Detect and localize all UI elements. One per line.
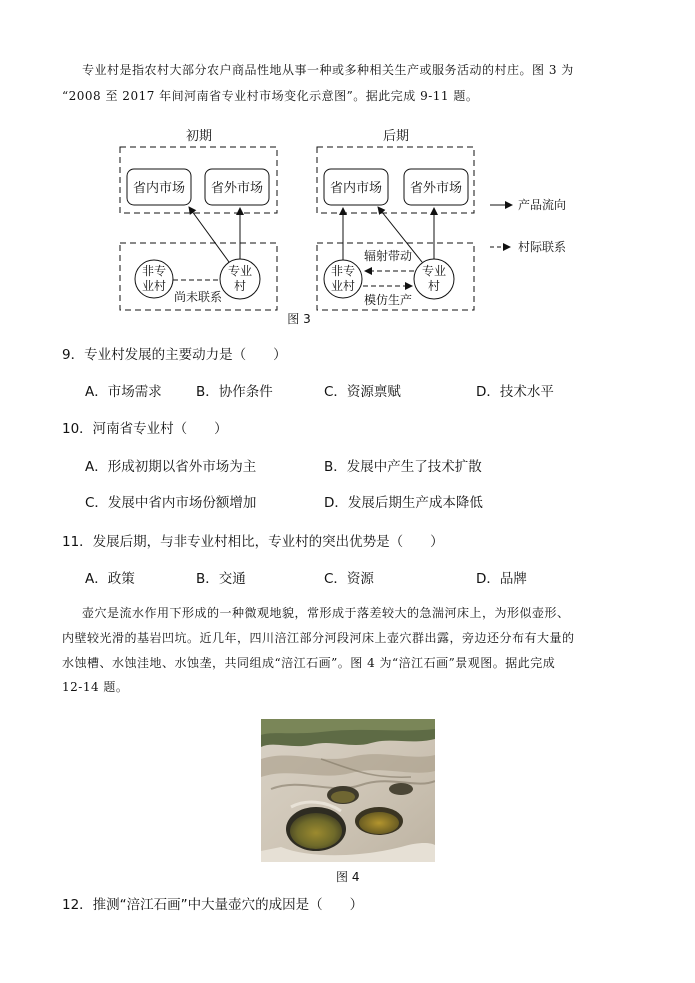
question-9-option-b[interactable]: B．协作条件 bbox=[196, 384, 273, 400]
question-10-option-b[interactable]: B．发展中产生了技术扩散 bbox=[324, 459, 482, 475]
late-title: 后期 bbox=[382, 129, 410, 144]
intro-paragraph-1-line-2: “2008 至 2017 年间河南省专业村市场变化示意图”。据此完成 9-11 题。 bbox=[62, 89, 479, 103]
question-11-option-d[interactable]: D．品牌 bbox=[476, 571, 527, 587]
early-specialized-village-label-1: 专业 bbox=[227, 264, 253, 278]
question-10-option-d[interactable]: D．发展后期生产成本降低 bbox=[324, 495, 483, 511]
figure-4-caption: 图 4 bbox=[336, 870, 360, 884]
question-12-stem: 12．推测“涪江石画”中大量壶穴的成因是（ ） bbox=[62, 897, 364, 913]
legend-product-flow-label: 产品流向 bbox=[518, 198, 567, 212]
early-non-specialized-village-label-2: 业村 bbox=[141, 279, 167, 293]
late-imitation-label: 模仿生产 bbox=[363, 293, 413, 307]
early-no-link-label: 尚未联系 bbox=[173, 290, 223, 304]
late-specialized-village-label-1: 专业 bbox=[421, 264, 447, 278]
intro-paragraph-2-line-1: 壶穴是流水作用下形成的一种微观地貌，常形成于落差较大的急湍河床上，为形似壶形、 bbox=[82, 606, 570, 620]
question-10-option-a[interactable]: A．形成初期以省外市场为主 bbox=[85, 459, 257, 475]
figure-3-diagram bbox=[110, 120, 600, 330]
question-11-option-c[interactable]: C．资源 bbox=[324, 571, 374, 587]
question-9-option-a[interactable]: A．市场需求 bbox=[85, 384, 162, 400]
question-11-option-a[interactable]: A．政策 bbox=[85, 571, 135, 587]
late-out-province-market-label: 省外市场 bbox=[409, 181, 463, 196]
late-non-specialized-village-label-2: 业村 bbox=[330, 279, 356, 293]
question-10-stem: 10．河南省专业村（ ） bbox=[62, 421, 228, 437]
intro-paragraph-2-line-2: 内壁较光滑的基岩凹坑。近几年，四川涪江部分河段河床上壶穴群出露，旁边还分布有大量的 bbox=[62, 631, 575, 645]
figure-4-photo bbox=[261, 719, 435, 862]
intro-paragraph-2-line-4: 12-14 题。 bbox=[62, 680, 129, 694]
early-specialized-village-label-2: 村 bbox=[233, 279, 247, 293]
early-title: 初期 bbox=[185, 129, 213, 144]
question-11-stem: 11．发展后期，与非专业村相比，专业村的突出优势是（ ） bbox=[62, 534, 444, 550]
early-out-province-market-label: 省外市场 bbox=[210, 181, 264, 196]
intro-paragraph-1-line-1: 专业村是指农村大部分农户商品性地从事一种或多种相关生产或服务活动的村庄。图 3 为 bbox=[82, 63, 574, 77]
question-9-stem: 9．专业村发展的主要动力是（ ） bbox=[62, 347, 287, 363]
figure-3-caption: 图 3 bbox=[287, 312, 311, 326]
question-9-option-c[interactable]: C．资源禀赋 bbox=[324, 384, 401, 400]
intro-paragraph-2-line-3: 水蚀槽、水蚀洼地、水蚀垄，共同组成“涪江石画”。图 4 为“涪江石画”景观图。据此完成 bbox=[62, 656, 556, 670]
late-in-province-market-label: 省内市场 bbox=[329, 181, 383, 196]
legend-village-link-label: 村际联系 bbox=[518, 240, 567, 254]
early-arrow-to-in-province bbox=[189, 207, 229, 262]
question-9-option-d[interactable]: D．技术水平 bbox=[476, 384, 554, 400]
early-non-specialized-village-label-1: 非专 bbox=[141, 264, 167, 278]
question-10-option-c[interactable]: C．发展中省内市场份额增加 bbox=[85, 495, 257, 511]
late-non-specialized-village-label-1: 非专 bbox=[330, 264, 356, 278]
question-11-option-b[interactable]: B．交通 bbox=[196, 571, 246, 587]
late-specialized-village-label-2: 村 bbox=[427, 279, 441, 293]
late-radiation-label: 辐射带动 bbox=[363, 249, 413, 263]
early-in-province-market-label: 省内市场 bbox=[132, 181, 186, 196]
